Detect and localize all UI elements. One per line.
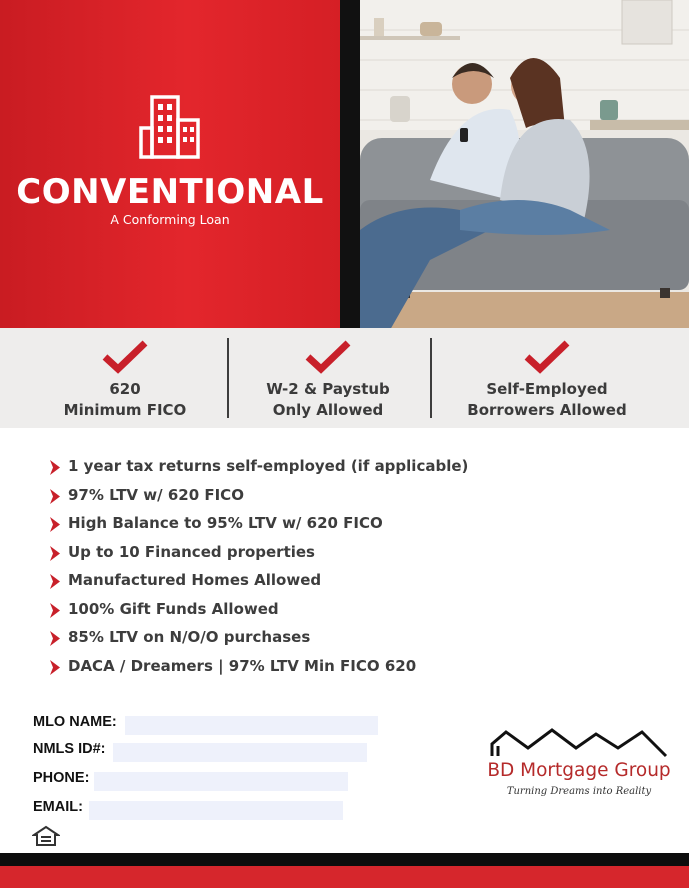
page-subtitle: A Conforming Loan — [110, 212, 230, 227]
feature-line-1: W-2 & Paystub — [266, 380, 390, 398]
footer-black-bar — [0, 853, 689, 866]
arrow-bullet-icon — [50, 631, 60, 646]
email-field[interactable] — [89, 801, 343, 820]
feature-min-fico — [20, 328, 230, 428]
checkmark-icon — [304, 339, 352, 375]
building-icon — [138, 94, 202, 160]
hero-section — [0, 0, 689, 328]
equal-housing-icon — [32, 825, 60, 849]
list-item-text: High Balance to 95% LTV w/ 620 FICO — [68, 514, 383, 532]
logo-company-name: BD Mortgage Group — [487, 760, 671, 781]
hero-photo — [360, 0, 689, 328]
list-item-text: 1 year tax returns self-employed (if applicable) — [68, 457, 469, 475]
company-logo — [476, 726, 682, 802]
feature-line-1: 620 — [109, 380, 141, 398]
list-item-text: 100% Gift Funds Allowed — [68, 599, 279, 618]
rooftops-icon — [476, 726, 682, 762]
logo-tagline: Turning Dreams into Reality — [506, 786, 652, 797]
hero-red-panel — [0, 0, 340, 328]
feature-line-2: Minimum FICO — [63, 401, 187, 419]
arrow-bullet-icon — [50, 603, 60, 618]
list-item-text: Manufactured Homes Allowed — [68, 571, 322, 589]
phone-label: PHONE: — [33, 770, 90, 786]
couple-on-sofa-illustration — [360, 0, 689, 328]
feature-line-2: Only Allowed — [272, 401, 384, 419]
list-item-text: 85% LTV on N/O/O purchases — [68, 628, 311, 646]
nmls-id-field[interactable] — [113, 743, 367, 762]
feature-line-1: Self-Employed — [486, 380, 608, 398]
checkmark-icon — [101, 339, 149, 375]
page-title: CONVENTIONAL — [16, 172, 324, 212]
nmls-id-label: NMLS ID#: — [33, 741, 106, 757]
feature-line-2: Borrowers Allowed — [467, 401, 627, 419]
list-item-text: DACA / Dreamers | 97% LTV Min FICO 620 — [68, 656, 417, 675]
checkmark-icon — [523, 339, 571, 375]
features-strip — [0, 328, 689, 428]
arrow-bullet-icon — [50, 517, 60, 532]
feature-w2-paystub — [228, 328, 428, 428]
list-item-text: 97% LTV w/ 620 FICO — [68, 485, 244, 504]
phone-field[interactable] — [94, 772, 348, 791]
feature-self-employed — [432, 328, 662, 428]
mlo-name-field[interactable] — [125, 716, 378, 735]
hero-divider — [340, 0, 360, 328]
list-item-text: Up to 10 Financed properties — [68, 542, 315, 561]
arrow-bullet-icon — [50, 489, 60, 504]
arrow-bullet-icon — [50, 660, 60, 675]
mlo-name-label: MLO NAME: — [33, 714, 117, 730]
email-label: EMAIL: — [33, 799, 83, 815]
arrow-bullet-icon — [50, 574, 60, 589]
arrow-bullet-icon — [50, 460, 60, 475]
arrow-bullet-icon — [50, 546, 60, 561]
footer-red-bar — [0, 866, 689, 888]
